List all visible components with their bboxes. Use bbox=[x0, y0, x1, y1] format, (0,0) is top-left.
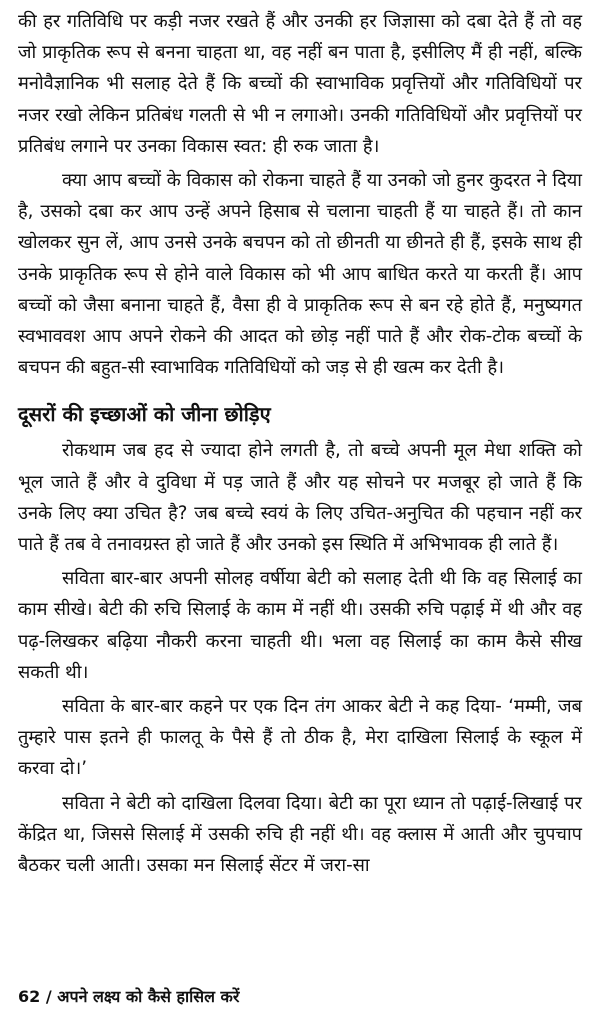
book-title: अपने लक्ष्य को कैसे हासिल करें bbox=[57, 987, 240, 1006]
page-number: 62 bbox=[18, 987, 41, 1006]
paragraph-6: सविता ने बेटी को दाखिला दिलवा दिया। बेटी का पूरा ध्यान तो पढ़ाई-लिखाई पर केंद्रित था, जिससे सिलाई में उसकी रुचि ही नहीं थी। वह क्लास में आती और चुपचाप बैठकर चली आती। उसका मन सिलाई सेंटर में जरा-सा bbox=[18, 792, 582, 877]
page-footer bbox=[18, 986, 239, 1008]
paragraph-2: क्या आप बच्चों के विकास को रोकना चाहते हैं या उनको जो हुनर कुदरत ने दिया है, उसको दबा कर आप उन्हें अपने हिसाब से चलाना चाहती हैं या चाहते हैं। तो कान खोलकर सुन लें, आप उनसे उनके बचपन को तो छीनती या छीनते ही हैं, इसके साथ ही उनके प्राकृतिक रूप से होने वाले विकास को भी आप बाधित करते या करती हैं। आप बच्चों को जैसा बनाना चाहते हैं, वैसा ही वे प्राकृतिक रूप से बन रहे होते हैं, मनुष्यगत स्वभाववश आप अपने रोकने की आदत को छोड़ नहीं पाते हैं और रोक-टोक बच्चों के बचपन की बहुत-सी स्वाभाविक गतिविधियों को जड़ से ही खत्म कर देती है। bbox=[18, 170, 582, 379]
section-heading: दूसरों की इच्छाओं को जीना छोड़िए bbox=[18, 402, 271, 427]
paragraph-4: सविता बार-बार अपनी सोलह वर्षीया बेटी को सलाह देती थी कि वह सिलाई का काम सीखे। बेटी की रुचि सिलाई के काम में नहीं थी। उसकी रुचि पढ़ाई में थी और वह पढ़-लिखकर बढ़िया नौकरी करना चाहती थी। भला वह सिलाई का काम कैसे सीख सकती थी। bbox=[18, 568, 582, 683]
paragraph-5: सविता के बार-बार कहने पर एक दिन तंग आकर बेटी ने कह दिया- ‘मम्मी, जब तुम्हारे पास इतने ही फालतू के पैसे हैं तो ठीक है, मेरा दाखिला सिलाई के स्कूल में करवा दो।’ bbox=[18, 696, 582, 780]
footer-separator: / bbox=[45, 987, 52, 1006]
paragraph-3: रोकथाम जब हद से ज्यादा होने लगती है, तो बच्चे अपनी मूल मेधा शक्ति को भूल जाते हैं और वे दुविधा में पड़ जाते हैं और यह सोचने पर मजबूर हो जाते हैं कि उनके लिए क्या उचित है? जब बच्चे स्वयं के लिए उचित-अनुचित की पहचान नहीं कर पाते हैं तब वे तनावग्रस्त हो जाते हैं और उनको इस स्थिति में अभिभावक ही लाते हैं। bbox=[18, 440, 582, 556]
paragraph-1: की हर गतिविधि पर कड़ी नजर रखते हैं और उनकी हर जिज्ञासा को दबा देते हैं तो वह जो प्राकृतिक रूप से बनना चाहता था, वह नहीं बन पाता है, इसीलिए मैं ही नहीं, बल्कि मनोवैज्ञानिक भी सलाह देते हैं कि बच्चों की स्वाभाविक प्रवृत्तियों और गतिविधियों पर नजर रखो लेकिन प्रतिबंध गलती से भी न लगाओ। उनकी गतिविधियों और प्रवृत्तियों पर प्रतिबंध लगाने पर उनका विकास स्वत: ही रुक जाता है। bbox=[18, 11, 582, 157]
